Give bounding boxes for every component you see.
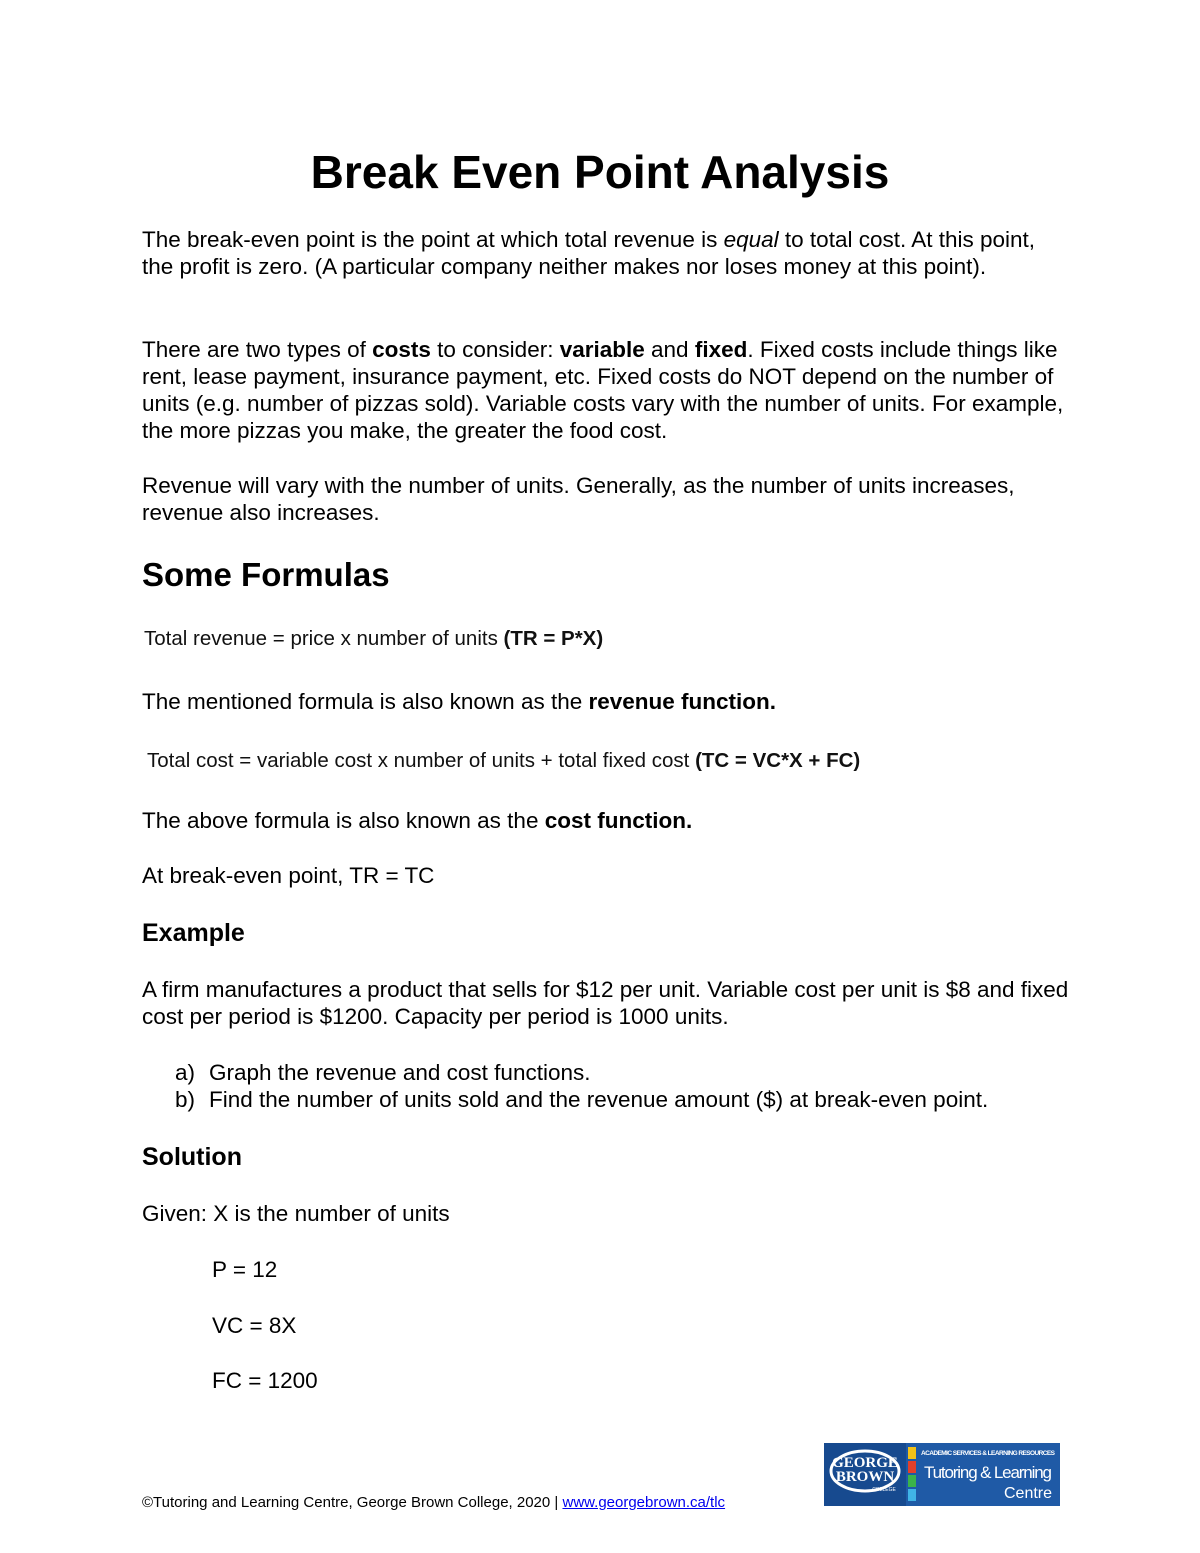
formula-tc-text: Total cost = variable cost x number of units + total fixed cost [147, 749, 696, 772]
costs-text-3: and [644, 337, 695, 362]
logo-stripe-green [908, 1475, 916, 1487]
value-fc: FC = 1200 [212, 1368, 318, 1393]
task-text: Graph the revenue and cost functions. [209, 1060, 591, 1085]
break-even-equation: At break-even point, TR = TC [142, 863, 435, 888]
logo-name-line2: Centre [1003, 1485, 1053, 1502]
value-vc: VC = 8X [212, 1313, 297, 1338]
logo-stripe-blue [908, 1489, 916, 1501]
costs-bold-costs: costs [372, 337, 431, 362]
solution-heading: Solution [142, 1143, 242, 1171]
formula-total-cost [147, 748, 860, 774]
costs-paragraph [142, 336, 1072, 444]
logo-brand-line3: COLLEGE [872, 1487, 896, 1493]
formula-tr-text: Total revenue = price x number of units [144, 627, 504, 650]
formulas-heading: Some Formulas [142, 556, 390, 593]
intro-text-end: to total cost. At this point, the profit is zero. (A particular company neither makes nor loses money at this point). [142, 227, 1036, 279]
logo-brand-line2: BROWN [835, 1469, 895, 1485]
logo-caption: ACADEMIC SERVICES & LEARNING RESOURCES [921, 1450, 1055, 1457]
logo-graphic [824, 1443, 1060, 1506]
formula-tc-bold: (TC = VC*X + FC) [695, 749, 861, 772]
cost-function-line [142, 807, 692, 834]
revenue-paragraph: Revenue will vary with the number of units. Generally, as the number of units increases, revenue also increases. [142, 473, 1015, 525]
intro-paragraph [142, 226, 1072, 280]
revenue-function-bold: revenue function. [588, 689, 777, 714]
task-marker: a) [175, 1060, 196, 1085]
example-heading: Example [142, 919, 245, 947]
page-title: Break Even Point Analysis [310, 146, 890, 198]
value-p: P = 12 [212, 1257, 278, 1282]
costs-bold-fixed: fixed [694, 337, 748, 362]
task-list [175, 1059, 1075, 1113]
given-line: Given: X is the number of units [142, 1201, 450, 1226]
revenue-function-line [142, 688, 776, 715]
footer-link[interactable]: www.georgebrown.ca/tlc [562, 1494, 726, 1511]
task-marker: b) [175, 1087, 196, 1112]
formula-total-revenue [144, 626, 603, 652]
revenue-function-text: The mentioned formula is also known as the [142, 689, 589, 714]
logo-stripe-yellow [908, 1447, 916, 1459]
cost-function-text: The above formula is also known as the [142, 808, 545, 833]
footer-text: ©Tutoring and Learning Centre, George Brown College, 2020 | [142, 1494, 563, 1511]
task-item-b [175, 1086, 1075, 1113]
costs-bold-variable: variable [559, 337, 645, 362]
costs-text-1: There are two types of [142, 337, 373, 362]
costs-text-4: . Fixed costs include things like rent, lease payment, insurance payment, etc. Fixed costs do NOT depend on the number of units (e.g. number of pizzas sold). Variable costs vary with the number of units. For example, the more pizzas you make, the greater the food cost. [142, 337, 1064, 443]
costs-text-2: to consider: [430, 337, 560, 362]
tutoring-centre-logo [824, 1443, 1060, 1506]
intro-italic-word: equal [723, 227, 779, 252]
cost-function-bold: cost function. [544, 808, 693, 833]
logo-brand-line1: GEORGE [832, 1455, 898, 1471]
footer [142, 1493, 725, 1513]
intro-text: The break-even point is the point at which total revenue is [142, 227, 724, 252]
logo-stripe-red [908, 1461, 916, 1473]
task-item-a [175, 1059, 1075, 1086]
example-paragraph: A firm manufactures a product that sells for $12 per unit. Variable cost per unit is $8 and fixed cost per period is $1200. Capacity per period is 1000 units. [142, 977, 1069, 1029]
formula-tr-bold: (TR = P*X) [503, 627, 604, 650]
task-text: Find the number of units sold and the revenue amount ($) at break-even point. [209, 1087, 989, 1112]
logo-name-line1: Tutoring & Learning [924, 1463, 1052, 1482]
